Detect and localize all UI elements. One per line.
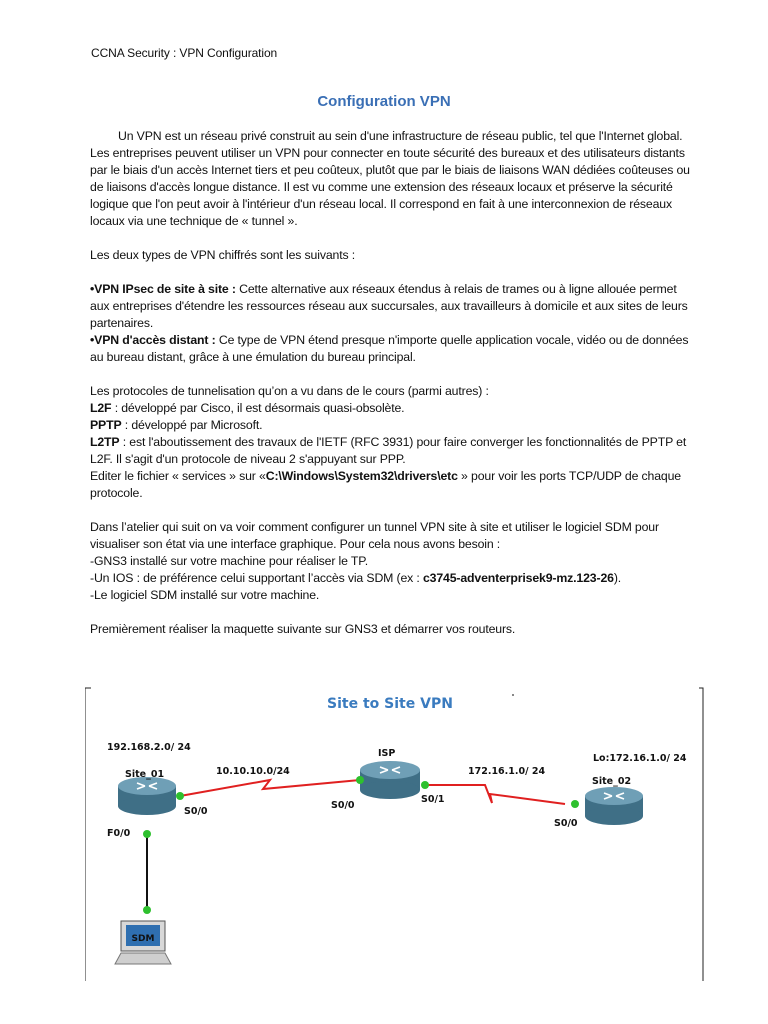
router-isp — [360, 761, 420, 799]
link2-network-label: 172.16.1.0/ 24 — [468, 766, 546, 777]
site02-loopback-label: Lo:172.16.1.0/ 24 — [593, 753, 687, 764]
protocol-item: L2TP : est l'aboutissement des travaux de l'IETF (RFC 3931) pour faire converger les fonctionnalités de PPTP et L2F. Il s'agit d'un protocole de niveau 2 s'appuyant sur PPP. — [90, 435, 687, 466]
need-item: -Le logiciel SDM installé sur votre machine. — [90, 588, 320, 602]
site01-network-label: 192.168.2.0/ 24 — [107, 742, 191, 753]
endpoint-site01-f00 — [143, 830, 151, 838]
serial-link-isp-site02 — [425, 785, 565, 804]
vpn-type-item: •VPN d'accès distant : Ce type de VPN étend presque n'importe quelle application vocale, vidéo ou de données au bureau distant, grâce à une émulation du bureau principal. — [90, 333, 689, 364]
lab-intro: Dans l’atelier qui suit on va voir comment configurer un tunnel VPN site à site et utiliser le logiciel SDM pour visualiser son état via une interface graphique. Pour cela nous avons besoin : — [90, 520, 659, 551]
document-title: Configuration VPN — [317, 93, 451, 110]
protocols-intro: Les protocoles de tunnelisation qu’on a vu dans de le cours (parmi autres) : — [90, 384, 489, 398]
site01-s00-label: S0/0 — [184, 806, 208, 817]
sdm-label: SDM — [131, 934, 155, 944]
endpoint-site01-s00 — [176, 792, 184, 800]
router-site02 — [585, 787, 643, 825]
services-instruction: Editer le fichier « services » sur «C:\Windows\System32\drivers\etc » pour voir les ports TCP/UDP de chaque protocole. — [90, 469, 681, 500]
isp-s00-label: S0/0 — [331, 800, 355, 811]
final-instruction: Premièrement réaliser la maquette suivante sur GNS3 et démarrer vos routeurs. — [90, 622, 516, 636]
protocol-item: PPTP : développé par Microsoft. — [90, 418, 263, 432]
need-item: -Un IOS : de préférence celui supportant l’accès via SDM (ex : c3745-adventerprisek9-mz.123-26). — [90, 571, 622, 585]
endpoint-site02-s00 — [571, 800, 579, 808]
document-header: CCNA Security : VPN Configuration — [91, 46, 278, 60]
diagram-title: Site to Site VPN — [327, 696, 453, 712]
endpoint-sdm — [143, 906, 151, 914]
site02-label: Site_02 — [592, 776, 632, 787]
site01-f00-label: F0/0 — [107, 828, 131, 839]
document-body — [90, 128, 690, 638]
endpoint-isp-s00 — [356, 776, 364, 784]
isp-label: ISP — [378, 748, 396, 759]
endpoint-isp-s01 — [421, 781, 429, 789]
site01-label: Site_01 — [125, 769, 165, 780]
sdm-computer — [115, 921, 171, 964]
serial-link-site01-isp — [180, 780, 360, 796]
protocol-item: L2F : développé par Cisco, il est désormais quasi-obsolète. — [90, 401, 405, 415]
site02-s00-label: S0/0 — [554, 818, 578, 829]
link1-network-label: 10.10.10.0/24 — [216, 766, 290, 777]
intro-paragraph: Un VPN est un réseau privé construit au sein d'une infrastructure de réseau public, tel que l'Internet global. Les entreprises peuvent utiliser un VPN pour connecter en toute sécurité des bureaux et des utilisateurs distants par le biais d'un accès Internet tiers et peu coûteux, plutôt que par le biais de liaisons WAN dédiées coûteuses ou de liaisons d'accès longue distance. Il est vu comme une extension des réseaux locaux et préserve la sécurité logique que l'on peut avoir à l'intérieur d'un réseau local. Il correspond en fait à une interconnexion de réseaux locaux via une technique de « tunnel ». — [90, 129, 690, 228]
vpn-type-item: •VPN IPsec de site à site : Cette alternative aux réseaux étendus à relais de trames ou à ligne allouée permet aux entreprises d'étendre les ressources réseau aux succursales, aux travailleurs à domicile et aux sites de leurs partenaires. — [90, 282, 688, 330]
types-intro: Les deux types de VPN chiffrés sont les suivants : — [90, 248, 355, 262]
need-item: -GNS3 installé sur votre machine pour réaliser le TP. — [90, 554, 368, 568]
network-diagram — [85, 684, 705, 981]
router-site01 — [118, 777, 176, 815]
isp-s01-label: S0/1 — [421, 794, 445, 805]
